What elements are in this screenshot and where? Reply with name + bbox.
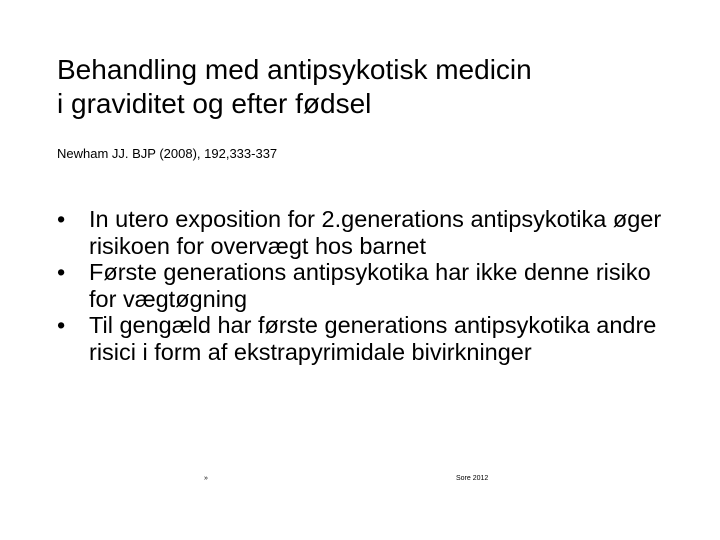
slide-title-line-2: i graviditet og efter fødsel <box>57 88 372 119</box>
slide-title-line-1: Behandling med antipsykotisk medicin <box>57 54 532 85</box>
bullet-dot-icon: • <box>57 206 66 232</box>
bullet-item <box>57 259 667 312</box>
bullet-dot-icon: • <box>57 259 66 285</box>
bullet-text: Første generations antipsykotika har ikke denne risiko for vægtøgning <box>89 259 651 312</box>
citation-reference: Newham JJ. BJP (2008), 192,333-337 <box>57 146 278 161</box>
bullet-text: Til gengæld har første generations antipsykotika andre risici i form af ekstrapyrimidale bivirkninger <box>89 312 657 365</box>
bullet-dot-icon: • <box>57 312 66 338</box>
bullet-text: In utero exposition for 2.generations antipsykotika øger risikoen for overvægt hos barnet <box>89 206 662 259</box>
bullet-item <box>57 206 667 259</box>
footer-left-mark: » <box>204 475 208 482</box>
bullet-list <box>57 206 667 365</box>
footer-right-text: Sore 2012 <box>456 475 489 482</box>
bullet-item <box>57 312 667 365</box>
slide-title <box>57 53 677 121</box>
